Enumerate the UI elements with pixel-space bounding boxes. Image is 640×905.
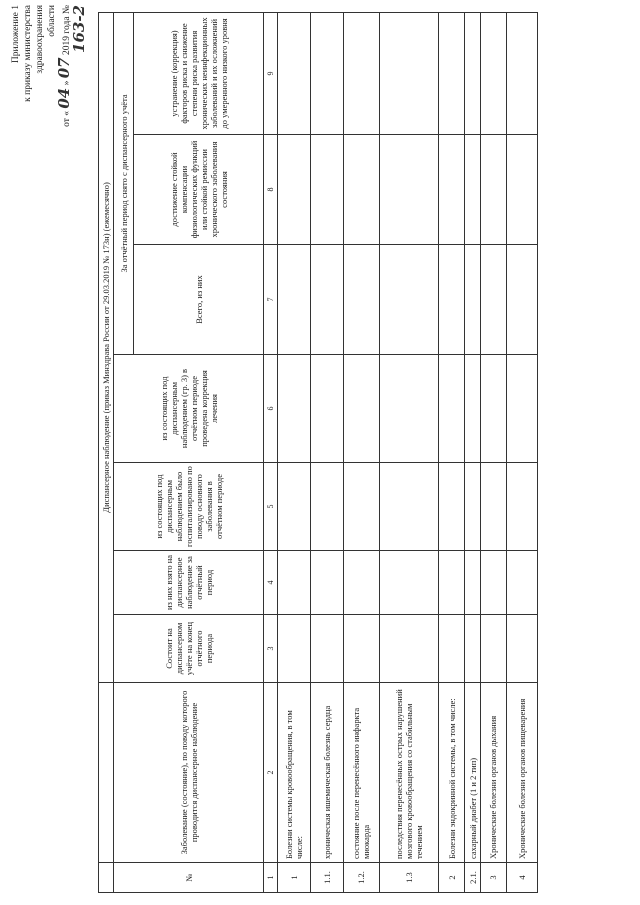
col-number: 1 <box>264 863 278 893</box>
table-row <box>438 12 464 892</box>
row-label: сахарный диабет (1 и 2 тип) <box>465 683 480 863</box>
header-col4: из них взято на диспансерное наблюдение за отчётный период <box>114 551 264 615</box>
cell <box>465 12 480 134</box>
header-col9: устранение (коррекция) факторов риска и снижение степени риска развития хронических неинфекционных заболеваний и их осложнений до умеренного низкого уровня <box>134 12 264 134</box>
col-number: 7 <box>264 245 278 355</box>
col-number: 3 <box>264 615 278 683</box>
cell <box>379 551 438 615</box>
table-row <box>480 12 506 892</box>
row-label: состояние после перенесённого инфаркта миокарда <box>344 683 379 863</box>
col-number: 4 <box>264 551 278 615</box>
handwritten-month: 07 <box>55 57 73 79</box>
date-prefix: от « <box>62 111 72 127</box>
cell <box>465 135 480 245</box>
row-no: 2.1. <box>465 863 480 893</box>
cell <box>278 551 311 615</box>
table-row <box>379 12 438 892</box>
row-label: последствия перенесённых острых нарушений мозгового кровообращения со стабильным течением <box>379 683 438 863</box>
appendix-region: области <box>47 5 57 37</box>
row-label: Болезни эндокринной системы, в том числе: <box>438 683 464 863</box>
cell <box>344 245 379 355</box>
cell <box>507 355 538 463</box>
cell <box>507 463 538 551</box>
cell <box>344 12 379 134</box>
cell <box>379 463 438 551</box>
cell <box>311 135 344 245</box>
appendix-order-text: к приказу министерства здравоохранения <box>23 5 45 102</box>
cell <box>379 615 438 683</box>
cell <box>344 135 379 245</box>
cell <box>311 355 344 463</box>
cell <box>438 355 464 463</box>
cell <box>311 245 344 355</box>
date-sep: » <box>62 80 72 86</box>
header-no: № <box>114 863 264 893</box>
table-row <box>465 12 480 892</box>
cell <box>311 463 344 551</box>
cell <box>480 355 506 463</box>
cell <box>465 245 480 355</box>
cell <box>480 245 506 355</box>
year-text: 2019 года № <box>62 5 72 56</box>
table-row <box>507 12 538 892</box>
table-row <box>344 12 379 892</box>
handwritten-number: 163-2 <box>70 5 88 53</box>
row-no: 2 <box>438 863 464 893</box>
cell <box>480 463 506 551</box>
cell <box>465 551 480 615</box>
header-col5: из состоящих под диспансерным наблюдением было госпитализировано по поводу основного заболевания в отчётном периоде <box>114 463 264 551</box>
col-number: 8 <box>264 135 278 245</box>
cell <box>379 12 438 134</box>
row-label: хроническая ишемическая болезнь сердца <box>311 683 344 863</box>
row-no: 4 <box>507 863 538 893</box>
appendix-header <box>10 5 88 155</box>
cell <box>507 135 538 245</box>
col-number: 2 <box>264 683 278 863</box>
cell <box>278 135 311 245</box>
appendix-title: Приложение 1 <box>11 5 21 64</box>
cell <box>278 463 311 551</box>
cell <box>311 12 344 134</box>
cell <box>465 463 480 551</box>
cell <box>480 135 506 245</box>
cell <box>311 551 344 615</box>
row-no: 1 <box>278 863 311 893</box>
cell <box>438 245 464 355</box>
col-number: 9 <box>264 12 278 134</box>
empty-cell <box>99 683 114 863</box>
cell <box>438 135 464 245</box>
header-col8: достижение стойкой компенсации физиологических функций или стойкой ремиссии хронического заболевания состояния <box>134 135 264 245</box>
row-label: Хронические болезни органов пищеварения <box>507 683 538 863</box>
header-col7: Всего, из них <box>134 245 264 355</box>
cell <box>507 12 538 134</box>
appendix-date-line <box>55 5 88 155</box>
cell <box>344 355 379 463</box>
cell <box>344 463 379 551</box>
col-number: 6 <box>264 355 278 463</box>
cell <box>507 245 538 355</box>
header-group-removed: За отчётный период снято с диспансерного учёта <box>114 12 134 354</box>
cell <box>379 245 438 355</box>
cell <box>465 615 480 683</box>
row-label: Болезни системы кровообращения, в том числе: <box>278 683 311 863</box>
dispensary-table <box>98 12 538 893</box>
cell <box>278 355 311 463</box>
table-row <box>311 12 344 892</box>
row-no: 3 <box>480 863 506 893</box>
cell <box>438 551 464 615</box>
cell <box>480 12 506 134</box>
cell <box>379 355 438 463</box>
header-col6: из состоящих под диспансерным наблюдением (гр. 3) в отчётном периоде проведена коррекция лечения <box>114 355 264 463</box>
cell <box>379 135 438 245</box>
cell <box>438 12 464 134</box>
cell <box>344 615 379 683</box>
handwritten-day: 04 <box>55 87 73 109</box>
col-number: 5 <box>264 463 278 551</box>
cell <box>278 245 311 355</box>
row-no: 1.1. <box>311 863 344 893</box>
header-disease: Заболевание (состояние), по поводу которого проводится диспансерное наблюдение <box>114 683 264 863</box>
cell <box>344 551 379 615</box>
cell <box>507 615 538 683</box>
cell <box>480 551 506 615</box>
corner-cell <box>99 863 114 893</box>
cell <box>480 615 506 683</box>
cell <box>438 615 464 683</box>
header-col3: Состоит на диспансерном учёте на конец отчётного периода <box>114 615 264 683</box>
cell <box>278 12 311 134</box>
cell <box>278 615 311 683</box>
table-title: Диспансерное наблюдение (приказ Минздрава России от 29.03.2019 № 173н) (ежемесячно) <box>99 12 114 682</box>
cell <box>311 615 344 683</box>
row-no: 1.3 <box>379 863 438 893</box>
row-label: Хронические болезни органов дыхания <box>480 683 506 863</box>
table-row <box>278 12 311 892</box>
cell <box>438 463 464 551</box>
row-no: 1.2. <box>344 863 379 893</box>
cell <box>507 551 538 615</box>
cell <box>465 355 480 463</box>
